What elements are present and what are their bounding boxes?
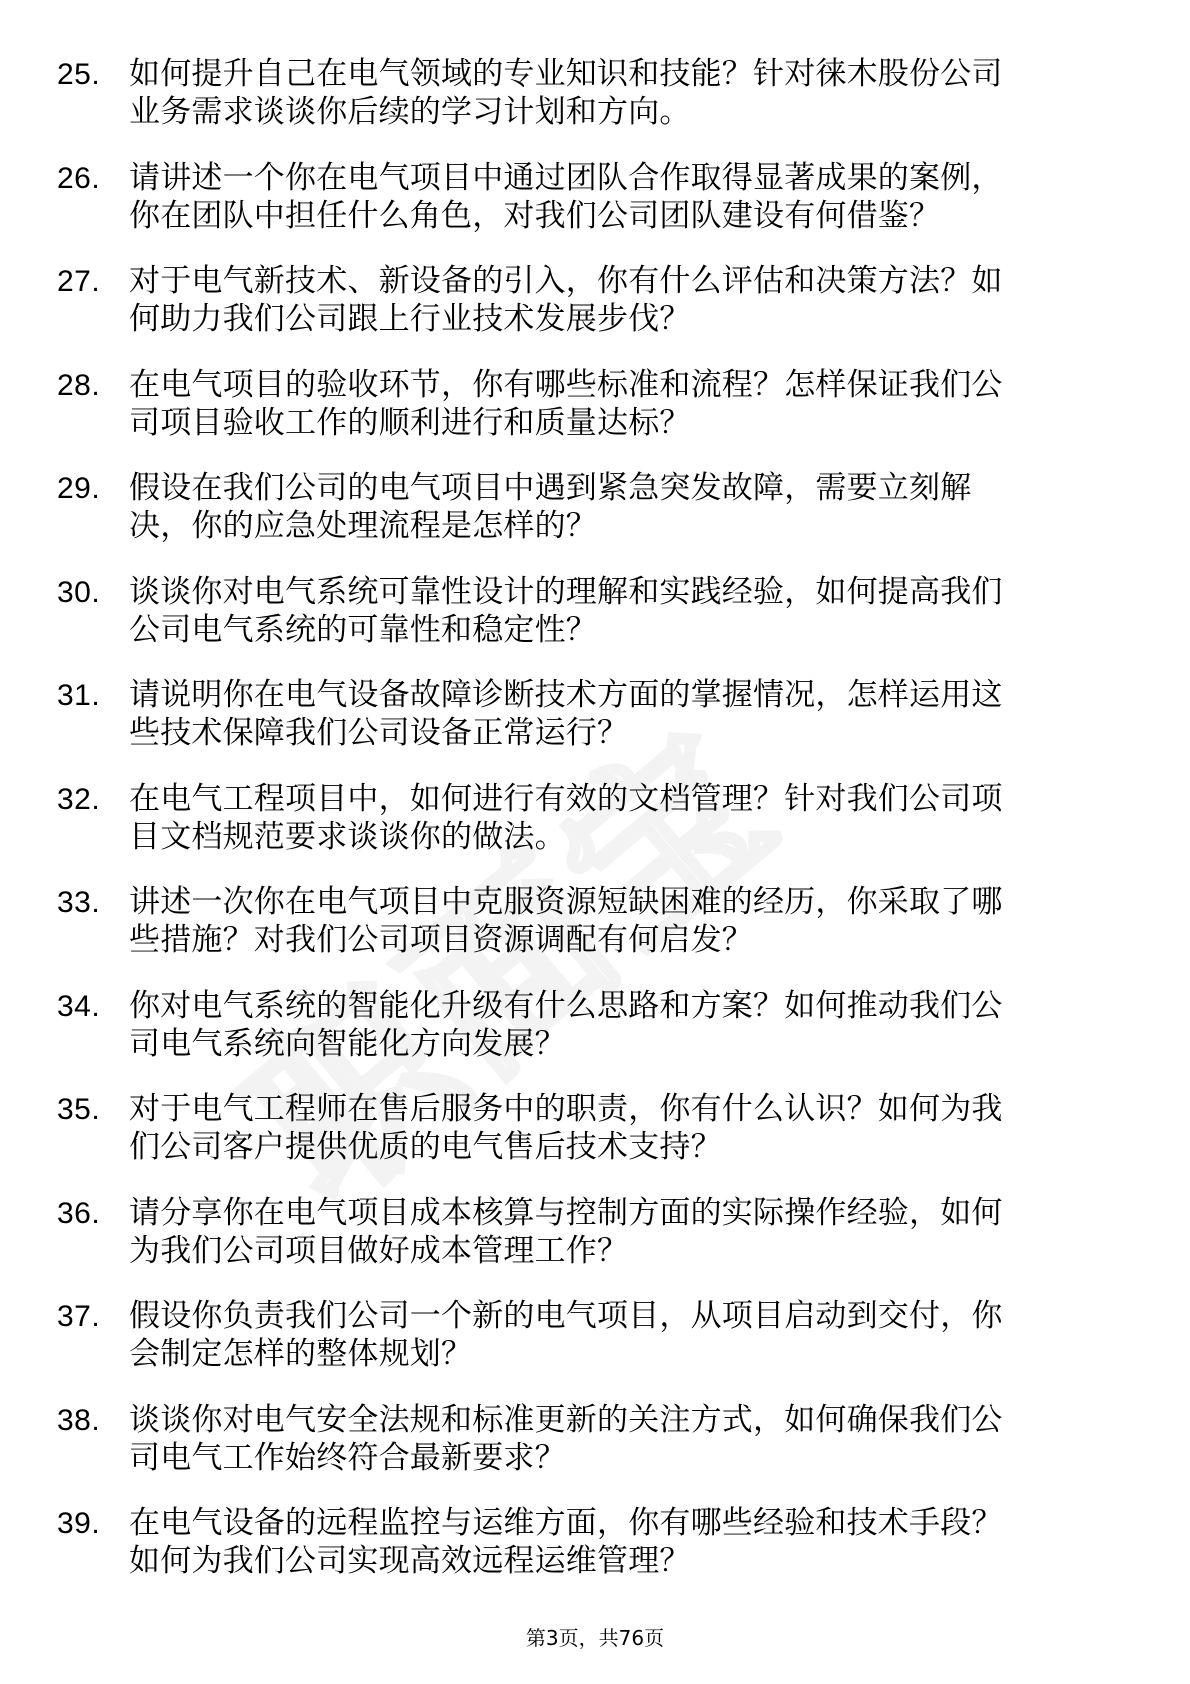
question-line: 如何为我们公司实现高效远程运维管理？ — [129, 1543, 691, 1579]
question-number: 32. — [57, 782, 101, 816]
question-number: 29. — [57, 472, 101, 505]
question-number: 26. — [57, 161, 101, 195]
question-item — [0, 1179, 1190, 1283]
question-line: 为我们公司项目做好成本管理工作？ — [129, 1232, 629, 1269]
question-text — [129, 262, 1129, 338]
question-line: 司电气系统向智能化方向发展？ — [129, 1025, 566, 1062]
question-text — [129, 1401, 1129, 1477]
question-item — [0, 247, 1190, 351]
question-text — [129, 987, 1129, 1063]
question-text — [129, 676, 1129, 752]
question-text — [129, 469, 1129, 545]
question-number: 36. — [57, 1196, 101, 1230]
question-number: 30. — [57, 575, 101, 609]
question-item — [0, 765, 1190, 869]
question-item — [0, 661, 1190, 765]
page-footer — [0, 1625, 1190, 1651]
question-text — [129, 159, 1129, 235]
question-line: 业务需求谈谈你后续的学习计划和方向。 — [129, 94, 691, 130]
question-line: 假设你负责我们公司一个新的电气项目，从项目启动到交付，你 — [129, 1298, 1003, 1334]
question-line: 些技术保障我们公司设备正常运行？ — [129, 715, 629, 751]
question-number: 37. — [57, 1300, 101, 1333]
question-text — [129, 1194, 1129, 1270]
question-item — [0, 144, 1190, 248]
question-item — [0, 972, 1190, 1076]
question-line: 谈谈你对电气系统可靠性设计的理解和实践经验，如何提高我们 — [129, 573, 1003, 610]
question-item — [0, 1489, 1190, 1593]
question-item — [0, 351, 1190, 455]
question-line: 些措施？对我们公司项目资源调配有何启发？ — [129, 922, 753, 958]
question-number: 33. — [57, 886, 101, 919]
question-line: 目文档规范要求谈谈你的做法。 — [129, 818, 566, 855]
question-number: 25. — [57, 58, 101, 91]
question-number: 28. — [57, 368, 101, 402]
question-line: 如何提升自己在电气领域的专业知识和技能？针对徕木股份公司 — [129, 56, 1003, 92]
question-line: 你对电气系统的智能化升级有什么思路和方案？如何推动我们公 — [129, 987, 1003, 1024]
question-line: 在电气设备的远程监控与运维方面，你有哪些经验和技术手段？ — [129, 1505, 1003, 1541]
question-line: 何助力我们公司跟上行业技术发展步伐？ — [129, 301, 691, 337]
question-text — [129, 55, 1129, 131]
question-text — [129, 1090, 1129, 1166]
question-number: 35. — [57, 1093, 101, 1126]
question-line: 司项目验收工作的顺利进行和质量达标？ — [129, 404, 691, 441]
question-item — [0, 40, 1190, 144]
question-text — [129, 780, 1129, 856]
question-line: 请分享你在电气项目成本核算与控制方面的实际操作经验，如何 — [129, 1194, 1003, 1231]
page-number-label: 第3页，共76页 — [525, 1626, 665, 1650]
question-line: 你在团队中担任什么角色，对我们公司团队建设有何借鉴？ — [129, 197, 941, 234]
question-text — [129, 366, 1129, 442]
question-list — [0, 40, 1190, 1593]
question-line: 在电气工程项目中，如何进行有效的文档管理？针对我们公司项 — [129, 780, 1003, 817]
question-item — [0, 1075, 1190, 1179]
question-text — [129, 1297, 1129, 1373]
question-number: 27. — [57, 265, 101, 298]
question-number: 38. — [57, 1403, 101, 1437]
question-line: 们公司客户提供优质的电气售后技术支持？ — [129, 1129, 722, 1165]
question-text — [129, 1504, 1129, 1580]
question-line: 在电气项目的验收环节，你有哪些标准和流程？怎样保证我们公 — [129, 366, 1003, 403]
question-line: 假设在我们公司的电气项目中遇到紧急突发故障，需要立刻解 — [129, 470, 972, 506]
question-number: 34. — [57, 989, 101, 1023]
question-item — [0, 454, 1190, 558]
question-number: 39. — [57, 1507, 101, 1540]
question-line: 对于电气工程师在售后服务中的职责，你有什么认识？如何为我 — [129, 1091, 1003, 1127]
question-line: 司电气工作始终符合最新要求？ — [129, 1439, 566, 1476]
question-line: 公司电气系统的可靠性和稳定性？ — [129, 611, 597, 648]
question-text — [129, 883, 1129, 959]
question-item — [0, 1386, 1190, 1490]
question-number: 31. — [57, 679, 101, 712]
question-item — [0, 558, 1190, 662]
question-line: 讲述一次你在电气项目中克服资源短缺困难的经历，你采取了哪 — [129, 884, 1003, 920]
question-line: 请说明你在电气设备故障诊断技术方面的掌握情况，怎样运用这 — [129, 677, 1003, 713]
question-line: 请讲述一个你在电气项目中通过团队合作取得显著成果的案例， — [129, 159, 1003, 196]
question-item — [0, 868, 1190, 972]
question-line: 谈谈你对电气安全法规和标准更新的关注方式，如何确保我们公 — [129, 1401, 1003, 1438]
question-text — [129, 573, 1129, 649]
question-line: 对于电气新技术、新设备的引入，你有什么评估和决策方法？如 — [129, 263, 1003, 299]
question-line: 会制定怎样的整体规划？ — [129, 1336, 473, 1372]
question-item — [0, 1282, 1190, 1386]
question-line: 决，你的应急处理流程是怎样的？ — [129, 508, 597, 544]
